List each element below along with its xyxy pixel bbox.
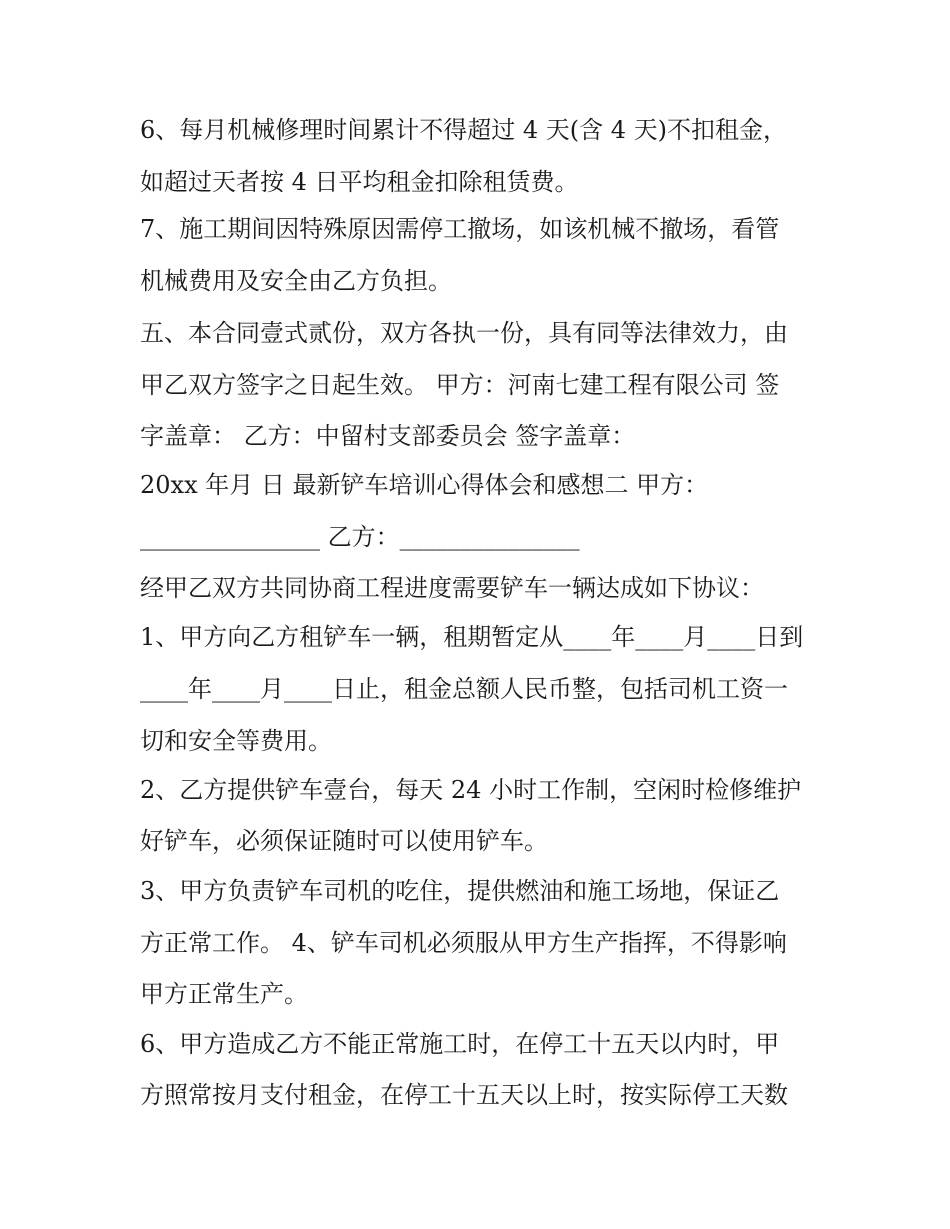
signature-blank-line: _______________ 乙方：_______________ [140, 523, 580, 551]
text-line: 20xx 年月 日 最新铲车培训心得体会和感想二 甲方： [140, 471, 709, 499]
text-line: 甲乙双方签字之日起生效。 甲方：河南七建工程有限公司 签 [140, 371, 780, 399]
text-line: ____年____月____日止，租金总额人民币整，包括司机工资一 [140, 675, 788, 703]
text-line: 方正常工作。 4、铲车司机必须服从甲方生产指挥，不得影响 [140, 929, 787, 957]
text-line: 6、甲方造成乙方不能正常施工时，在停工十五天以内时，甲 [140, 1030, 780, 1058]
text-line: 字盖章： 乙方：中留村支部委员会 签字盖章： [140, 422, 636, 450]
text-line: 方照常按月支付租金，在停工十五天以上时，按实际停工天数 [140, 1081, 788, 1109]
text-line: 经甲乙双方共同协商工程进度需要铲车一辆达成如下协议： [140, 574, 764, 602]
text-line: 7、施工期间因特殊原因需停工撤场，如该机械不撤场，看管 [140, 215, 780, 243]
text-line: 3、甲方负责铲车司机的吃住，提供燃油和施工场地，保证乙 [140, 877, 780, 905]
text-line: 五、本合同壹式贰份，双方各执一份，具有同等法律效力，由 [140, 319, 788, 347]
text-line: 如超过天者按 4 日平均租金扣除租赁费。 [140, 168, 579, 196]
text-line: 6、每月机械修理时间累计不得超过 4 天(含 4 天)不扣租金， [140, 116, 788, 144]
text-line: 甲方正常生产。 [140, 980, 308, 1008]
text-line: 1、甲方向乙方租铲车一辆，租期暂定从____年____月____日到 [140, 623, 804, 651]
text-line: 切和安全等费用。 [140, 727, 332, 755]
text-line: 好铲车，必须保证随时可以使用铲车。 [140, 827, 548, 855]
text-line: 机械费用及安全由乙方负担。 [140, 267, 452, 295]
text-line: 2、乙方提供铲车壹台，每天 24 小时工作制，空闲时检修维护 [140, 776, 802, 804]
